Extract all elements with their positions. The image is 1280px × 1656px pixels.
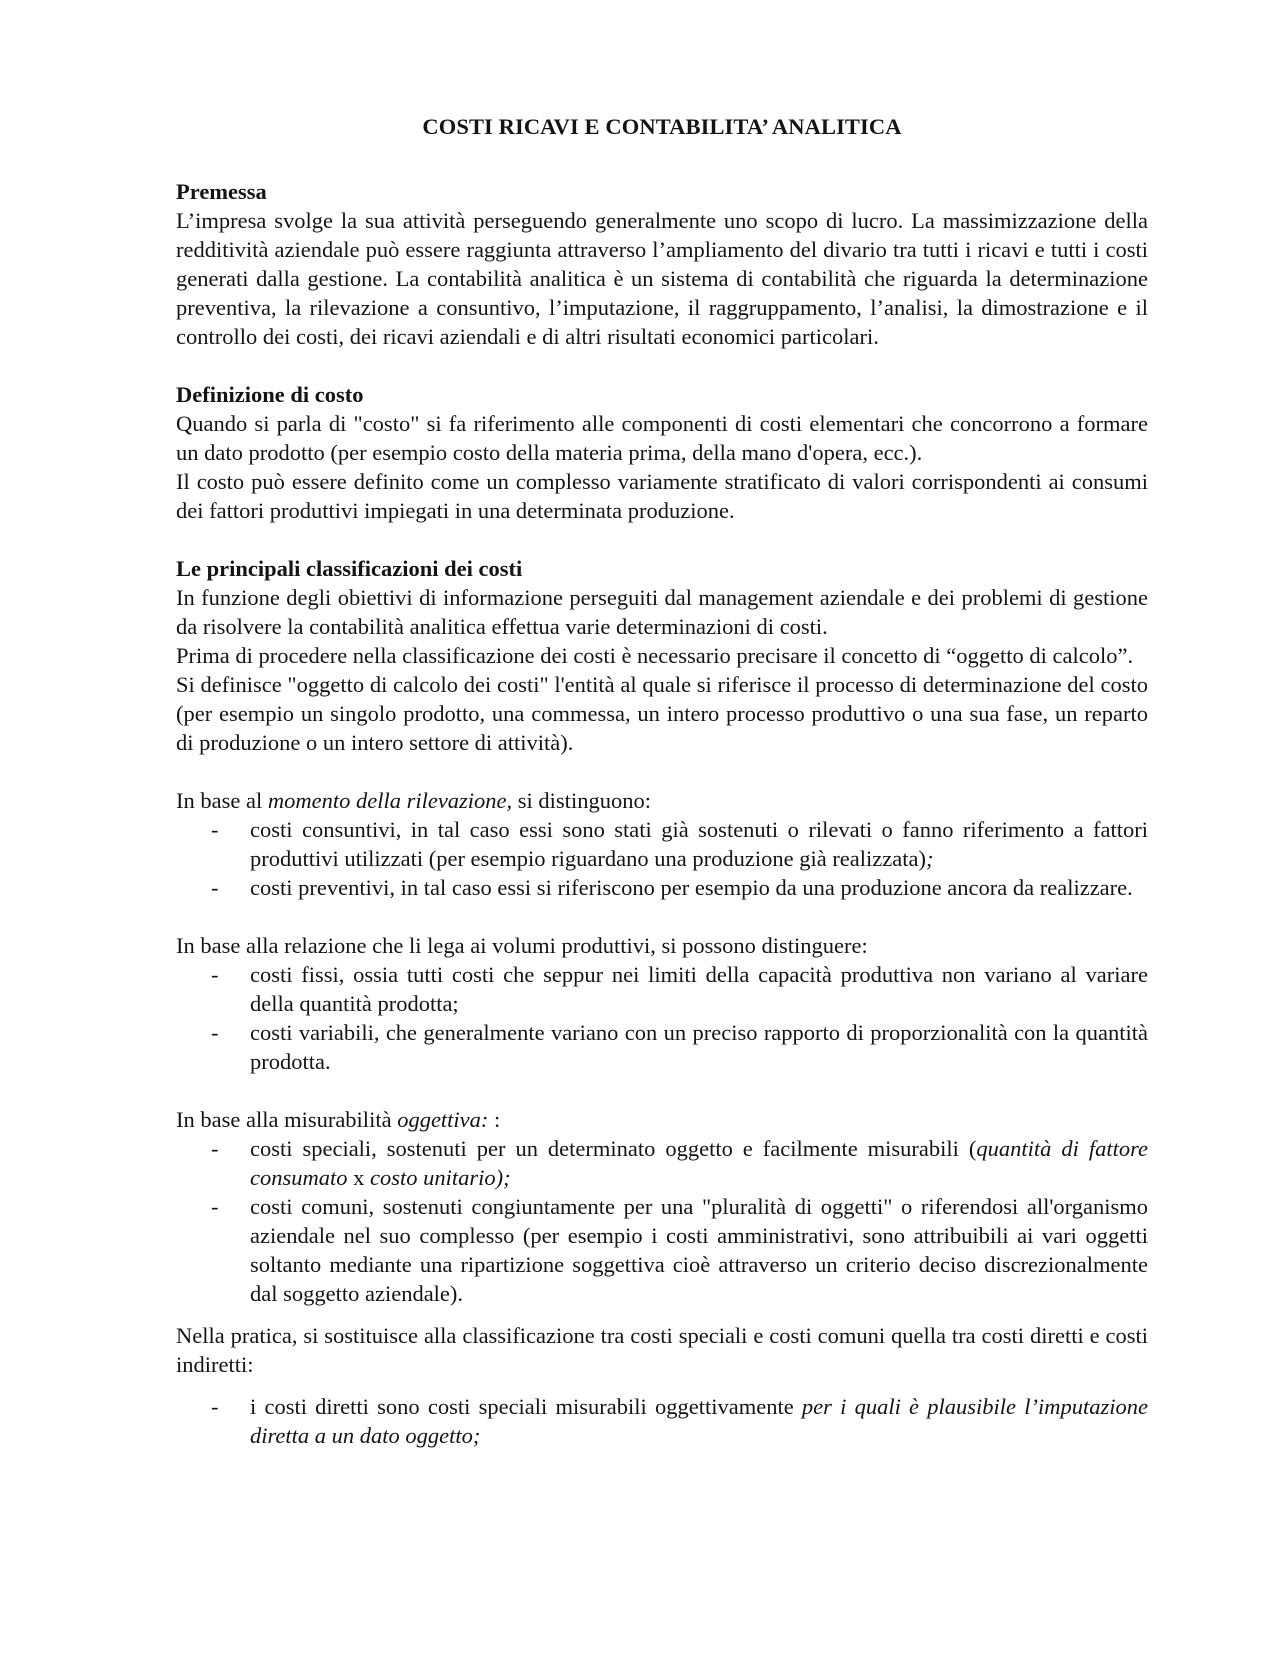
misurabilita-item-1-mid: x	[347, 1165, 370, 1190]
momento-item-2: costi preventivi, in tal caso essi si riferiscono per esempio da una produzione ancora da realizzare.	[250, 875, 1133, 900]
volumi-intro: In base alla relazione che li lega ai volumi produttivi, si possono distinguere:	[176, 933, 868, 958]
dash-bullet: -	[211, 962, 219, 987]
classificazioni-paragraph-2: Prima di procedere nella classificazione dei costi è necessario precisare il concetto di “oggetto di calcolo”.	[176, 643, 1134, 668]
volumi-item-1: costi fissi, ossia tutti costi che seppur nei limiti della capacità produttiva non variano al variare della quantità prodotta;	[250, 962, 1148, 1016]
dash-bullet: -	[211, 817, 219, 842]
definizione-paragraph-1: Quando si parla di "costo" si fa riferimento alle componenti di costi elementari che concorrono a formare un dato prodotto (per esempio costo della materia prima, della mano d'opera, ecc.).	[176, 411, 1148, 465]
definizione-paragraph-2: Il costo può essere definito come un complesso variamente stratificato di valori corrispondenti ai consumi dei fattori produttivi impiegati in una determinata produzione.	[176, 469, 1148, 523]
section-heading-classificazioni: Le principali classificazioni dei costi	[176, 556, 523, 581]
momento-intro-after: si distinguono:	[512, 788, 651, 813]
list-item	[176, 1192, 1148, 1308]
misurabilita-item-2: costi comuni, sostenuti congiuntamente per una "pluralità di oggetti" o riferendosi all'organismo aziendale nel suo complesso (per esempio i costi amministrativi, sono attribuibili ai vari oggetti soltanto mediante una ripartizione soggettiva cioè attraverso un criterio deciso discrezionalmente dal soggetto aziendale).	[250, 1194, 1148, 1306]
list-item	[176, 1134, 1148, 1192]
misurabilita-item-1-emphasis-1: quantità di fattore consumato	[250, 1136, 1148, 1190]
section-heading-definizione: Definizione di costo	[176, 382, 364, 407]
dash-bullet: -	[211, 1394, 219, 1419]
momento-list	[176, 815, 1148, 902]
spacer	[176, 1379, 1148, 1392]
misurabilita-intro	[176, 1105, 1148, 1134]
momento-intro-before: In base al	[176, 788, 268, 813]
document-title: COSTI RICAVI E CONTABILITA’ ANALITICA	[422, 114, 902, 139]
misurabilita-intro-after: :	[488, 1107, 501, 1132]
dash-bullet: -	[211, 1194, 219, 1219]
section-heading-premessa: Premessa	[176, 179, 267, 204]
spacer	[176, 1076, 1148, 1105]
list-item	[176, 960, 1148, 1018]
dash-bullet: -	[211, 875, 219, 900]
spacer	[176, 757, 1148, 786]
misurabilita-item-1-before: costi speciali, sostenuti per un determinato oggetto e facilmente misurabili (	[250, 1136, 977, 1161]
spacer	[176, 1308, 1148, 1321]
spacer	[176, 902, 1148, 931]
dash-bullet: -	[211, 1020, 219, 1045]
pratica-item-1-before: i costi diretti sono costi speciali misurabili oggettivamente	[250, 1394, 802, 1419]
spacer	[176, 525, 1148, 554]
pratica-list	[176, 1392, 1148, 1450]
classificazioni-paragraph-1: In funzione degli obiettivi di informazione perseguiti dal management aziendale e dei problemi di gestione da risolvere la contabilità analitica effettua varie determinazioni di costi.	[176, 585, 1148, 639]
document-page	[176, 112, 1148, 1450]
momento-item-1-end: ;	[925, 846, 934, 871]
list-item	[176, 815, 1148, 873]
list-item	[176, 1018, 1148, 1076]
spacer	[176, 351, 1148, 380]
momento-intro-emphasis: momento della rilevazione,	[267, 788, 513, 813]
premessa-paragraph: L’impresa svolge la sua attività perseguendo generalmente uno scopo di lucro. La massimizzazione della redditività aziendale può essere raggiunta attraverso l’ampliamento del divario tra tutti i ricavi e tutti i costi generati dalla gestione. La contabilità analitica è un sistema di contabilità che riguarda la determinazione preventiva, la rilevazione a consuntivo, l’imputazione, il raggruppamento, l’analisi, la dimostrazione e il controllo dei costi, dei ricavi aziendali e di altri risultati economici particolari.	[176, 208, 1148, 349]
volumi-item-2: costi variabili, che generalmente variano con un preciso rapporto di proporzionalità con la quantità prodotta.	[250, 1020, 1148, 1074]
list-item	[176, 873, 1148, 902]
classificazioni-paragraph-3: Si definisce "oggetto di calcolo dei costi" l'entità al quale si riferisce il processo di determinazione del costo (per esempio un singolo prodotto, una commessa, un intero processo produttivo o una sua fase, un reparto di produzione o un intero settore di attività).	[176, 672, 1148, 755]
volumi-list	[176, 960, 1148, 1076]
pratica-item-1-emphasis: per i quali è plausibile l’imputazione diretta a un dato oggetto;	[250, 1394, 1148, 1448]
misurabilita-intro-emphasis: oggettiva:	[397, 1107, 489, 1132]
misurabilita-list	[176, 1134, 1148, 1308]
list-item	[176, 1392, 1148, 1450]
momento-intro	[176, 786, 1148, 815]
misurabilita-item-1-emphasis-2: costo unitario);	[370, 1165, 511, 1190]
dash-bullet: -	[211, 1136, 219, 1161]
pratica-paragraph: Nella pratica, si sostituisce alla classificazione tra costi speciali e costi comuni quella tra costi diretti e costi indiretti:	[176, 1323, 1148, 1377]
momento-item-1: costi consuntivi, in tal caso essi sono stati già sostenuti o rilevati o fanno riferimento a fattori produttivi utilizzati (per esempio riguardano una produzione già realizzata)	[250, 817, 1148, 871]
misurabilita-intro-before: In base alla misurabilità	[176, 1107, 398, 1132]
